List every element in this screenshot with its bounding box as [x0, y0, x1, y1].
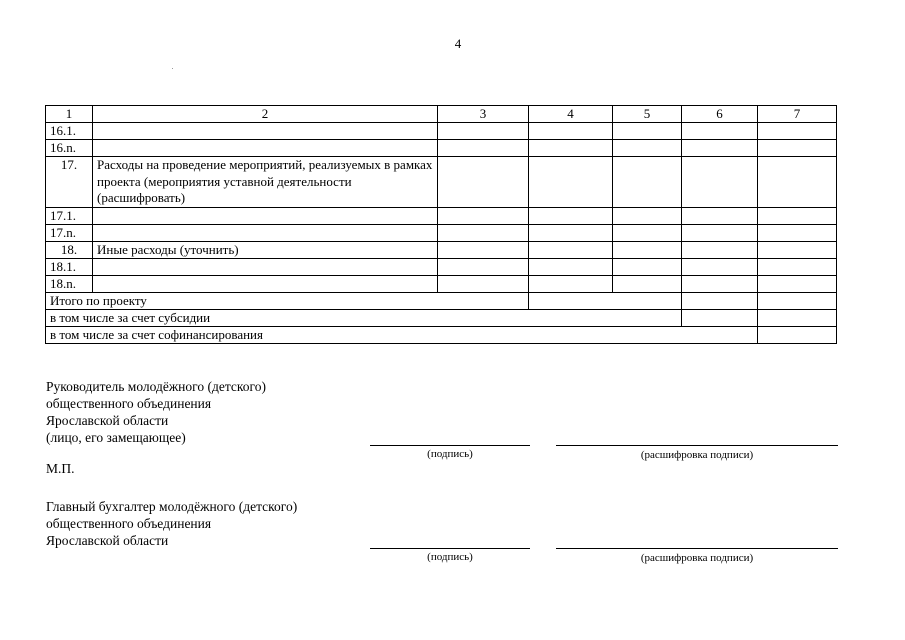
row-number: 18.1. — [46, 258, 93, 275]
total-subsidy-label: в том числе за счет субсидии — [46, 309, 682, 326]
stamp-place: М.П. — [46, 461, 75, 476]
total-cell — [682, 292, 758, 309]
accountant-decoding-line[interactable] — [556, 548, 838, 549]
row-cell — [529, 224, 613, 241]
total-cofinancing-label: в том числе за счет софинансирования — [46, 326, 758, 343]
total-cell — [758, 326, 837, 343]
accountant-title-line: Ярославской области — [46, 533, 169, 548]
accountant-title-line: Главный бухгалтер молодёжного (детского) — [46, 499, 298, 514]
row-cell — [613, 157, 682, 208]
table-header-row — [46, 106, 837, 123]
row-description — [93, 258, 438, 275]
row-cell — [613, 123, 682, 140]
row-cell — [438, 123, 529, 140]
row-cell — [758, 140, 837, 157]
scan-speck — [172, 68, 173, 69]
header-cell-3: 3 — [438, 106, 529, 123]
accountant-title-line: общественного объединения — [46, 516, 212, 531]
total-cell — [682, 309, 758, 326]
head-decoding-line[interactable] — [556, 445, 838, 446]
row-cell — [529, 207, 613, 224]
head-title-line: Руководитель молодёжного (детского) — [46, 379, 266, 394]
row-number: 17. — [46, 157, 93, 208]
total-project-label: Итого по проекту — [46, 292, 529, 309]
row-cell — [438, 275, 529, 292]
row-description: Расходы на проведение мероприятий, реализуемых в рамках проекта (мероприятия уставной деятельности (расшифровать) — [93, 157, 438, 208]
accountant-decoding-caption: (расшифровка подписи) — [640, 552, 754, 564]
row-cell — [438, 258, 529, 275]
row-number: 18.n. — [46, 275, 93, 292]
header-cell-2: 2 — [93, 106, 438, 123]
row-description — [93, 123, 438, 140]
row-cell — [758, 258, 837, 275]
row-description — [93, 275, 438, 292]
row-cell — [438, 207, 529, 224]
header-cell-1: 1 — [46, 106, 93, 123]
row-cell — [682, 258, 758, 275]
row-description: Иные расходы (уточнить) — [93, 241, 438, 258]
row-number: 16.n. — [46, 140, 93, 157]
total-subsidy-row — [46, 309, 837, 326]
row-cell — [438, 157, 529, 208]
row-cell — [682, 207, 758, 224]
accountant-signature-line[interactable] — [370, 548, 530, 549]
total-cell — [758, 309, 837, 326]
row-cell — [613, 140, 682, 157]
budget-table — [45, 105, 837, 344]
row-cell — [529, 241, 613, 258]
header-cell-4: 4 — [529, 106, 613, 123]
row-cell — [529, 157, 613, 208]
accountant-signature-caption: (подпись) — [427, 551, 473, 563]
head-signature-block — [46, 378, 266, 446]
row-cell — [613, 241, 682, 258]
row-description — [93, 224, 438, 241]
head-signature-line[interactable] — [370, 445, 530, 446]
head-title-line: (лицо, его замещающее) — [46, 430, 186, 445]
table-row — [46, 241, 837, 258]
row-cell — [682, 157, 758, 208]
page-number: 4 — [454, 36, 462, 51]
head-title-line: общественного объединения — [46, 396, 212, 411]
header-cell-7: 7 — [758, 106, 837, 123]
row-cell — [682, 241, 758, 258]
table-row — [46, 157, 837, 208]
row-cell — [529, 275, 613, 292]
row-cell — [529, 123, 613, 140]
row-number: 17.1. — [46, 207, 93, 224]
row-number: 16.1. — [46, 123, 93, 140]
header-cell-6: 6 — [682, 106, 758, 123]
row-cell — [438, 241, 529, 258]
table-row — [46, 123, 837, 140]
row-cell — [613, 275, 682, 292]
row-cell — [758, 123, 837, 140]
table-row — [46, 224, 837, 241]
head-decoding-caption: (расшифровка подписи) — [640, 449, 754, 461]
row-cell — [682, 140, 758, 157]
row-cell — [438, 224, 529, 241]
row-cell — [682, 123, 758, 140]
row-cell — [613, 258, 682, 275]
head-title-line: Ярославской области — [46, 413, 169, 428]
row-cell — [613, 207, 682, 224]
head-signature-caption: (подпись) — [427, 448, 473, 460]
table-row — [46, 207, 837, 224]
row-cell — [758, 157, 837, 208]
table-row — [46, 140, 837, 157]
row-cell — [758, 275, 837, 292]
row-cell — [529, 258, 613, 275]
total-cell — [529, 292, 682, 309]
row-cell — [682, 224, 758, 241]
accountant-signature-block — [46, 498, 297, 549]
row-cell — [438, 140, 529, 157]
row-number: 18. — [46, 241, 93, 258]
total-cell — [758, 292, 837, 309]
total-cofinancing-row — [46, 326, 837, 343]
header-cell-5: 5 — [613, 106, 682, 123]
row-description — [93, 140, 438, 157]
row-cell — [529, 140, 613, 157]
row-cell — [758, 241, 837, 258]
row-number: 17.n. — [46, 224, 93, 241]
row-description — [93, 207, 438, 224]
row-cell — [758, 207, 837, 224]
row-cell — [682, 275, 758, 292]
total-project-row — [46, 292, 837, 309]
row-cell — [613, 224, 682, 241]
table-row — [46, 275, 837, 292]
row-cell — [758, 224, 837, 241]
table-row — [46, 258, 837, 275]
